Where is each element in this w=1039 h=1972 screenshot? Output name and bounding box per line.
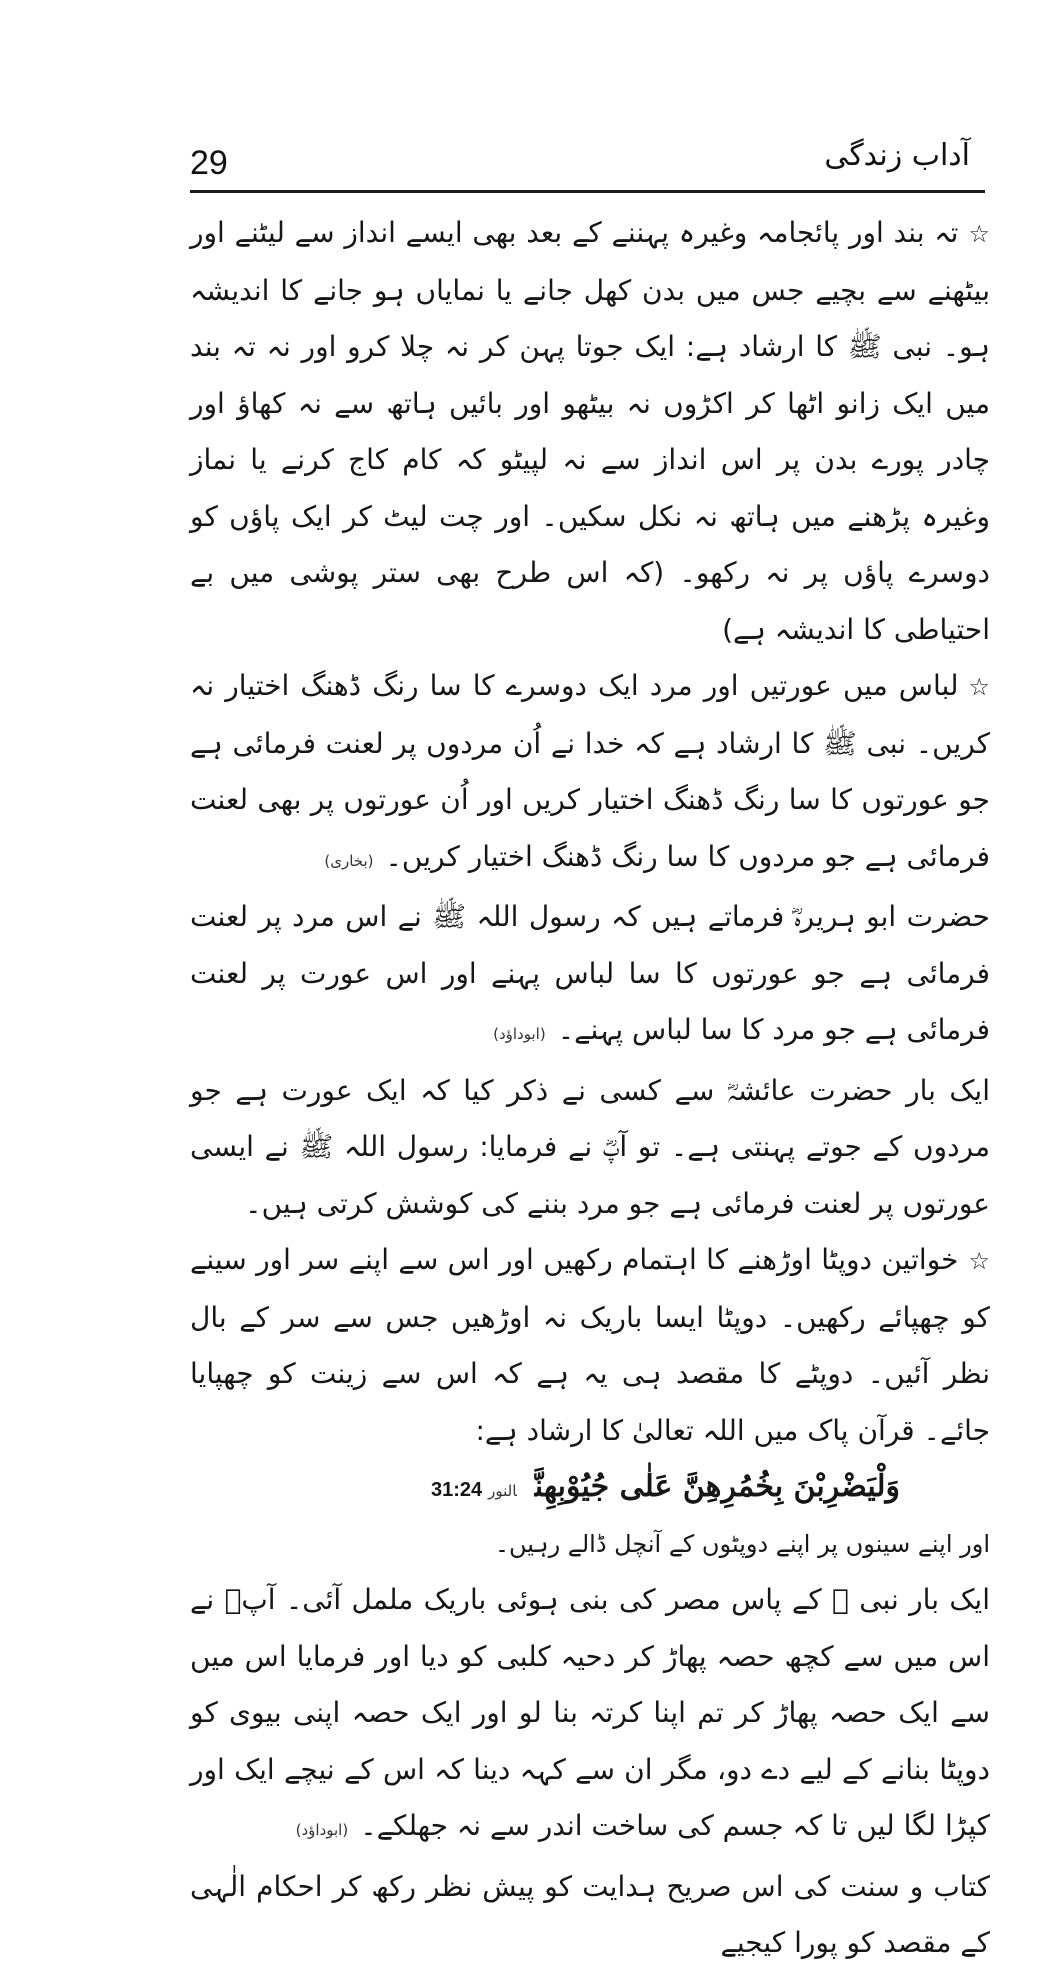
quran-verse-number: 31:24: [430, 1479, 483, 1501]
book-title: آداب زندگی: [824, 138, 970, 173]
page-body: [190, 205, 990, 1972]
citation-reference: (ابوداؤد): [295, 1821, 349, 1839]
paragraph-muslin-cloth: [190, 1572, 990, 1859]
header-divider: [190, 190, 985, 193]
star-bullet-icon: ☆: [968, 220, 990, 248]
paragraph-text: کتاب و سنت کی اس صریح ہدایت کو پیش نظر رکھ کر احکام الٰہی کے مقصد کو پورا کیجیے: [190, 1869, 990, 1959]
paragraph-text: حضرت ابو ہریرہؓ فرماتے ہیں کہ رسول اللہ ﷺ نے اس مرد پر لعنت فرمائی ہے جو عورتوں کا سا لباس پہنے اور اس عورت پر لعنت فرمائی ہے جو مرد کا سا لباس پہنے۔: [190, 900, 990, 1046]
citation-reference: (بخاری): [324, 851, 374, 870]
page-header: [190, 138, 970, 198]
verse-translation: اور اپنے سینوں پر اپنے دوپٹوں کے آنچل ڈالے رہیں۔: [494, 1529, 990, 1558]
paragraph-abu-hurairah-hadith: [190, 889, 990, 1063]
quran-verse: [190, 1459, 990, 1516]
citation-reference: (ابوداؤد): [493, 1025, 546, 1043]
paragraph-text: تہ بند اور پائجامہ وغیرہ پہننے کے بعد بھی ایسے انداز سے لیٹنے اور بیٹھنے سے بچیے جس میں بدن کھل جانے یا نمایاں ہو جانے کا اندیشہ ہو۔ نبی ﷺ کا ارشاد ہے: ایک جوتا پہن کر نہ چلا کرو اور نہ تہ بند میں ایک زانو اٹھا کر اکڑوں نہ بیٹھو اور بائیں ہاتھ سے نہ کھاؤ اور چادر پورے بدن پر اس انداز سے نہ لپیٹو کہ کام کاج کرنے یا نماز وغیرہ پڑھنے میں ہاتھ نہ نکل سکیں۔ اور چت لیٹ کر ایک پاؤں کو دوسرے پاؤں پر نہ رکھو۔ (کہ اس طرح بھی ستر پوشی میں بے احتیاطی کا اندیشہ ہے): [190, 216, 990, 646]
paragraph-dupatta: [190, 1232, 990, 1459]
paragraph-closing: [190, 1859, 990, 1972]
paragraph-aisha-narration: [190, 1063, 990, 1233]
quran-verse-arabic: وَلْيَضْرِبْنَ بِخُمُرِهِنَّ عَلٰى جُيُوْبِهِنَّ: [534, 1469, 900, 1504]
paragraph-text: ایک بار نبی ﷺ کے پاس مصر کی بنی ہوئی باریک ململ آئی۔ آپؐ نے اس میں سے کچھ حصہ پھاڑ کر دحیہ کلبی کو دیا اور فرمایا اس میں سے ایک حصہ پھاڑ کر تم اپنا کرتہ بنا لو اور ایک حصہ اپنی بیوی کو دوپٹا بنانے کے لیے دے دو، مگر ان سے کہہ دینا کہ اس کے نیچے ایک اور کپڑا لگا لیں تا کہ جسم کی ساخت اندر سے نہ جھلکے۔: [190, 1583, 990, 1842]
star-bullet-icon: ☆: [968, 1247, 990, 1275]
star-bullet-icon: ☆: [968, 673, 990, 701]
paragraph-clothing-gender: [190, 658, 990, 889]
page-number: 29: [190, 144, 228, 182]
paragraph-text: خواتین دوپٹا اوڑھنے کا اہتمام رکھیں اور اس سے اپنے سر اور سینے کو چھپائے رکھیں۔ دوپٹا ایسا باریک نہ اوڑھیں جس سے سر کے بال نظر آئیں۔ دوپٹے کا مقصد ہی یہ ہے کہ اس سے زینت کو چھپایا جائے۔ قرآن پاک میں اللہ تعالیٰ کا ارشاد ہے:: [190, 1243, 990, 1447]
quran-surah-name: النور: [488, 1482, 517, 1500]
paragraph-text: ایک بار حضرت عائشہؓ سے کسی نے ذکر کیا کہ ایک عورت ہے جو مردوں کے جوتے پہنتی ہے۔ تو آپؓ نے فرمایا: رسول اللہ ﷺ نے ایسی عورتوں پر لعنت فرمائی ہے جو مرد بننے کی کوشش کرتی ہیں۔: [190, 1073, 990, 1220]
paragraph-modesty-posture: [190, 205, 990, 658]
paragraph-text: لباس میں عورتیں اور مرد ایک دوسرے کا سا رنگ ڈھنگ اختیار نہ کریں۔ نبی ﷺ کا ارشاد ہے کہ خدا نے اُن مردوں پر لعنت فرمائی ہے جو عورتوں کا سا رنگ ڈھنگ اختیار کریں اور اُن عورتوں پر بھی لعنت فرمائی ہے جو مردوں کا سا رنگ ڈھنگ اختیار کریں۔: [190, 669, 990, 873]
